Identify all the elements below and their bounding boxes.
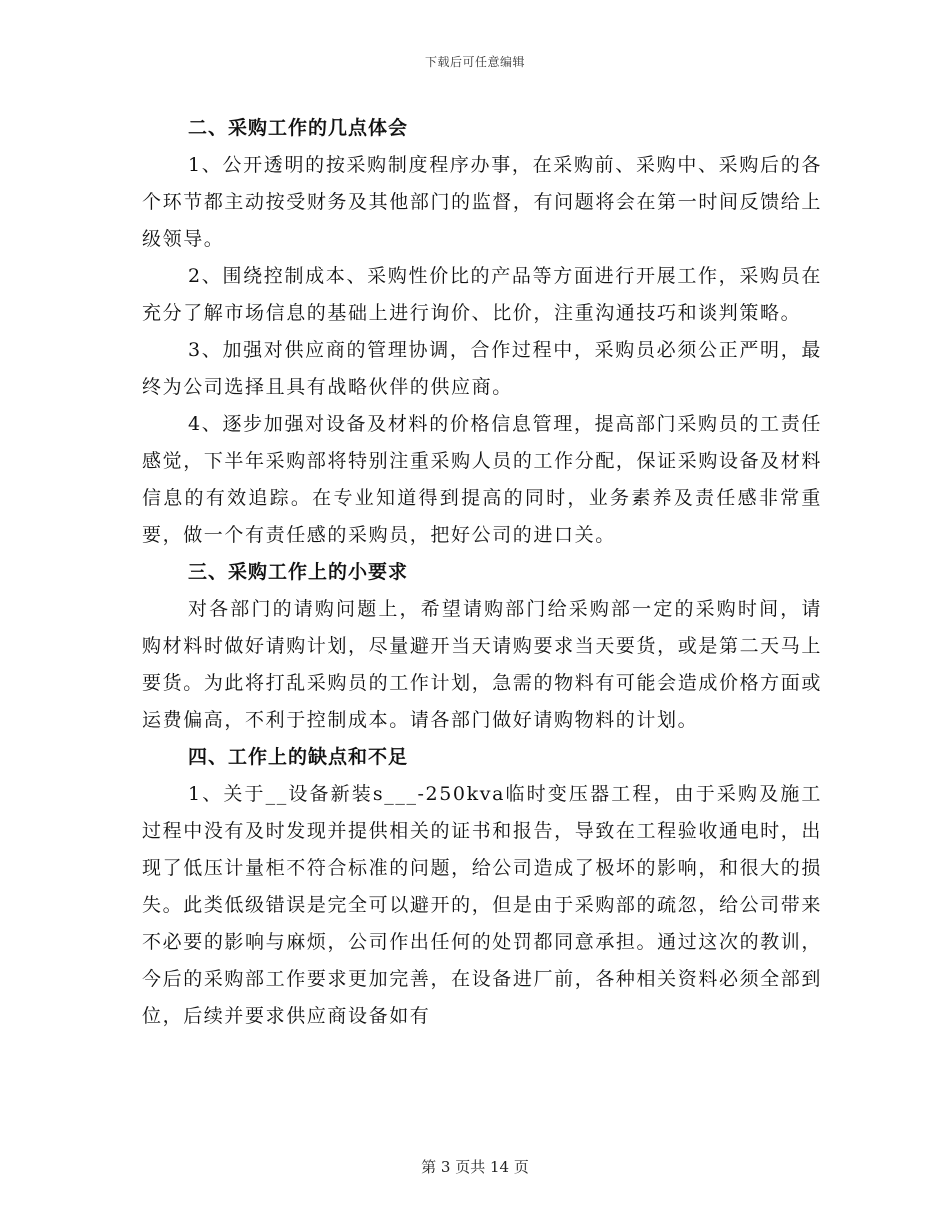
paragraph: 对各部门的请购问题上，希望请购部门给采购部一定的采购时间，请购材料时做好请购计划，尽量避开当天请购要求当天要货，或是第二天马上要货。为此将打乱采购员的工作计划，急需的物料有可能会造成价格方面或运费偏高，不利于控制成本。请各部门做好请购物料的计划。 (142, 598, 822, 731)
document-body (142, 110, 822, 1035)
paragraph: 3、加强对供应商的管理协调，合作过程中，采购员必须公正严明，最终为公司选择且具有战略伙伴的供应商。 (142, 339, 822, 398)
paragraph: 1、关于__设备新装s___-250kva临时变压器工程，由于采购及施工过程中没有及时发现并提供相关的证书和报告，导致在工程验收通电时，出现了低压计量柜不符合标准的问题，给公司造成了极坏的影响，和很大的损失。此类低级错误是完全可以避开的，但是由于采购部的疏忽，给公司带来不必要的影响与麻烦，公司作出任何的处罚都同意承担。通过这次的教训，今后的采购部工作要求更加完善，在设备进厂前，各种相关资料必须全部到位，后续并要求供应商设备如有 (142, 783, 822, 1027)
section-heading: 四、工作上的缺点和不足 (188, 746, 409, 768)
page-footer: 第 3 页共 14 页 (421, 1158, 529, 1176)
paragraph: 1、公开透明的按采购制度程序办事，在采购前、采购中、采购后的各个环节都主动按受财务及其他部门的监督，有问题将会在第一时间反馈给上级领导。 (142, 154, 822, 250)
paragraph: 4、逐步加强对设备及材料的价格信息管理，提高部门采购员的工责任感觉，下半年采购部将特别注重采购人员的工作分配，保证采购设备及材料信息的有效追踪。在专业知道得到提高的同时，业务素养及责任感非常重要，做一个有责任感的采购员，把好公司的进口关。 (142, 413, 822, 546)
section-heading: 二、采购工作的几点体会 (188, 117, 409, 139)
section-heading: 三、采购工作上的小要求 (188, 561, 409, 583)
paragraph: 2、围绕控制成本、采购性价比的产品等方面进行开展工作，采购员在充分了解市场信息的基础上进行询价、比价，注重沟通技巧和谈判策略。 (142, 265, 822, 324)
page-header: 下载后可任意编辑 (424, 55, 525, 69)
